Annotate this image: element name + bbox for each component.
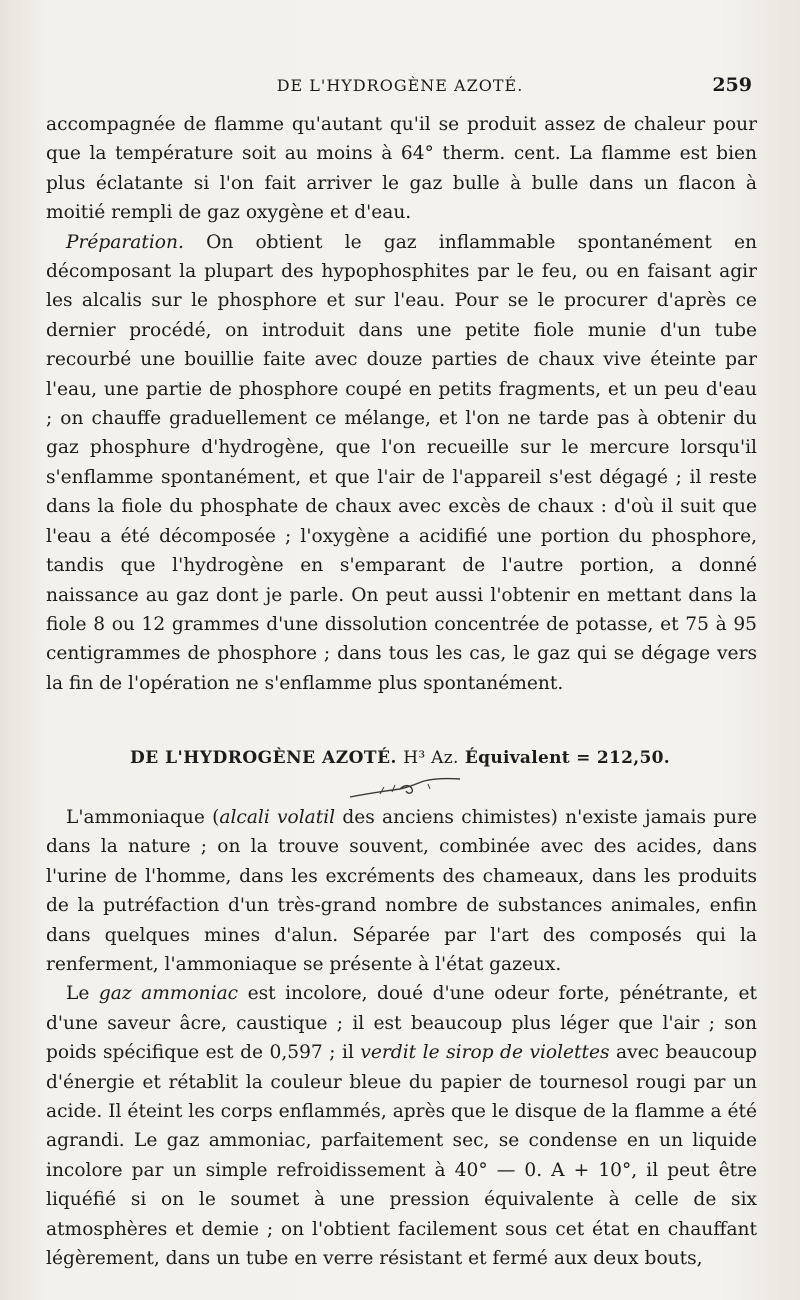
p3-part-a: L'ammoniaque ( [66, 807, 220, 828]
running-title: DE L'HYDROGÈNE AZOTÉ. [276, 76, 524, 95]
p4-part-e: avec beaucoup d'énergie et rétablit la couleur bleue du papier de tournesol rougi par un acide. Il éteint les corps enflammés, après que le disque de la flamme a été agrandi. Le gaz ammoniac, parfaitement sec, se condense en un liquide incolore par un simple refroidissement à 40° — 0. A + 10°, il peut être liquéfié si on le soumet à une pression équivalente à celle de six atmosphères et demie ; on l'obtient facilement sous cet état en chauffant légèrement, dans un tube en verre résistant et fermé aux deux bouts, [46, 1042, 758, 1270]
p3-part-c: des anciens chimistes) n'existe jamais pure dans la nature ; on la trouve souvent, combinée avec des acides, dans l'urine de l'homme, dans les excréments des chameaux, dans les produits de la putréfaction d'un très-grand nombre de substances animales, enfin dans quelques mines d'alun. Séparée par l'art des composés qui la renferment, l'ammoniaque se présente à l'état gazeux. [46, 807, 757, 976]
text-block-top [46, 110, 757, 698]
p4-part-c: est incolore, doué d'une odeur forte, pénétrante, et d'une saveur âcre, caustique ; il est beaucoup plus léger que l'air ; son poids spécifique est de 0,597 ; il [46, 983, 757, 1064]
section-formula: H³ Az. [403, 748, 459, 768]
ornament-flourish-icon [340, 775, 470, 805]
p3-italic-alcali: alcali volatil [219, 807, 336, 828]
p4-italic-gaz: gaz ammoniac [98, 983, 239, 1005]
preparation-label: Préparation. [66, 231, 184, 253]
paragraph-continuation: accompagnée de flamme qu'autant qu'il se produit assez de chaleur pour que la température soit au moins à 64° therm. cent. La flamme est bien plus éclatante si l'on fait arriver le gaz bulle à bulle dans un flacon à moitié rempli de gaz oxygène et d'eau. [46, 114, 757, 224]
p4-part-a: Le [66, 983, 99, 1005]
page-number: 259 [712, 74, 752, 96]
page-header [0, 72, 800, 102]
preparation-text: On obtient le gaz inflammable spontanément en décomposant la plupart des hypophosphites par le feu, ou en faisant agir les alcalis sur le phosphore et sur l'eau. Pour se le procurer d'après ce dernier procédé, on introduit dans une petite fiole munie d'un tube recourbé une bouillie faite avec douze parties de chaux vive éteinte par l'eau, une partie de phosphore coupé en petits fragments, et un peu d'eau ; on chauffe graduellement ce mélange, et l'on ne tarde pas à obtenir du gaz phosphure d'hydrogène, que l'on recueille sur le mercure lorsqu'il s'enflamme spontanément, et que l'air de l'appareil s'est dégagé ; il reste dans la fiole du phosphate de chaux avec excès de chaux : d'où il suit que l'eau a été décomposée ; l'oxygène a acidifié une portion du phosphore, tandis que l'hydrogène en s'emparant de l'autre portion, a donné naissance au gaz dont je parle. On peut aussi l'obtenir en mettant dans la fiole 8 ou 12 grammes d'une dissolution concentrée de potasse, et 75 à 95 centigrammes de phosphore ; dans tous les cas, le gaz qui se dégage vers la fin de l'opération ne s'enflamme plus spontanément. [46, 231, 757, 694]
p4-italic-sirop: verdit le sirop de violettes [360, 1042, 610, 1064]
text-block-bottom [46, 803, 757, 1274]
paragraph-gaz-ammoniac [46, 979, 757, 1273]
section-heading [40, 748, 760, 768]
section-title: DE L'HYDROGÈNE AZOTÉ. [129, 748, 397, 768]
section-equivalent: Équivalent = 212,50. [464, 748, 670, 768]
paragraph-ammoniaque [46, 803, 757, 979]
paragraph-preparation [46, 228, 757, 699]
